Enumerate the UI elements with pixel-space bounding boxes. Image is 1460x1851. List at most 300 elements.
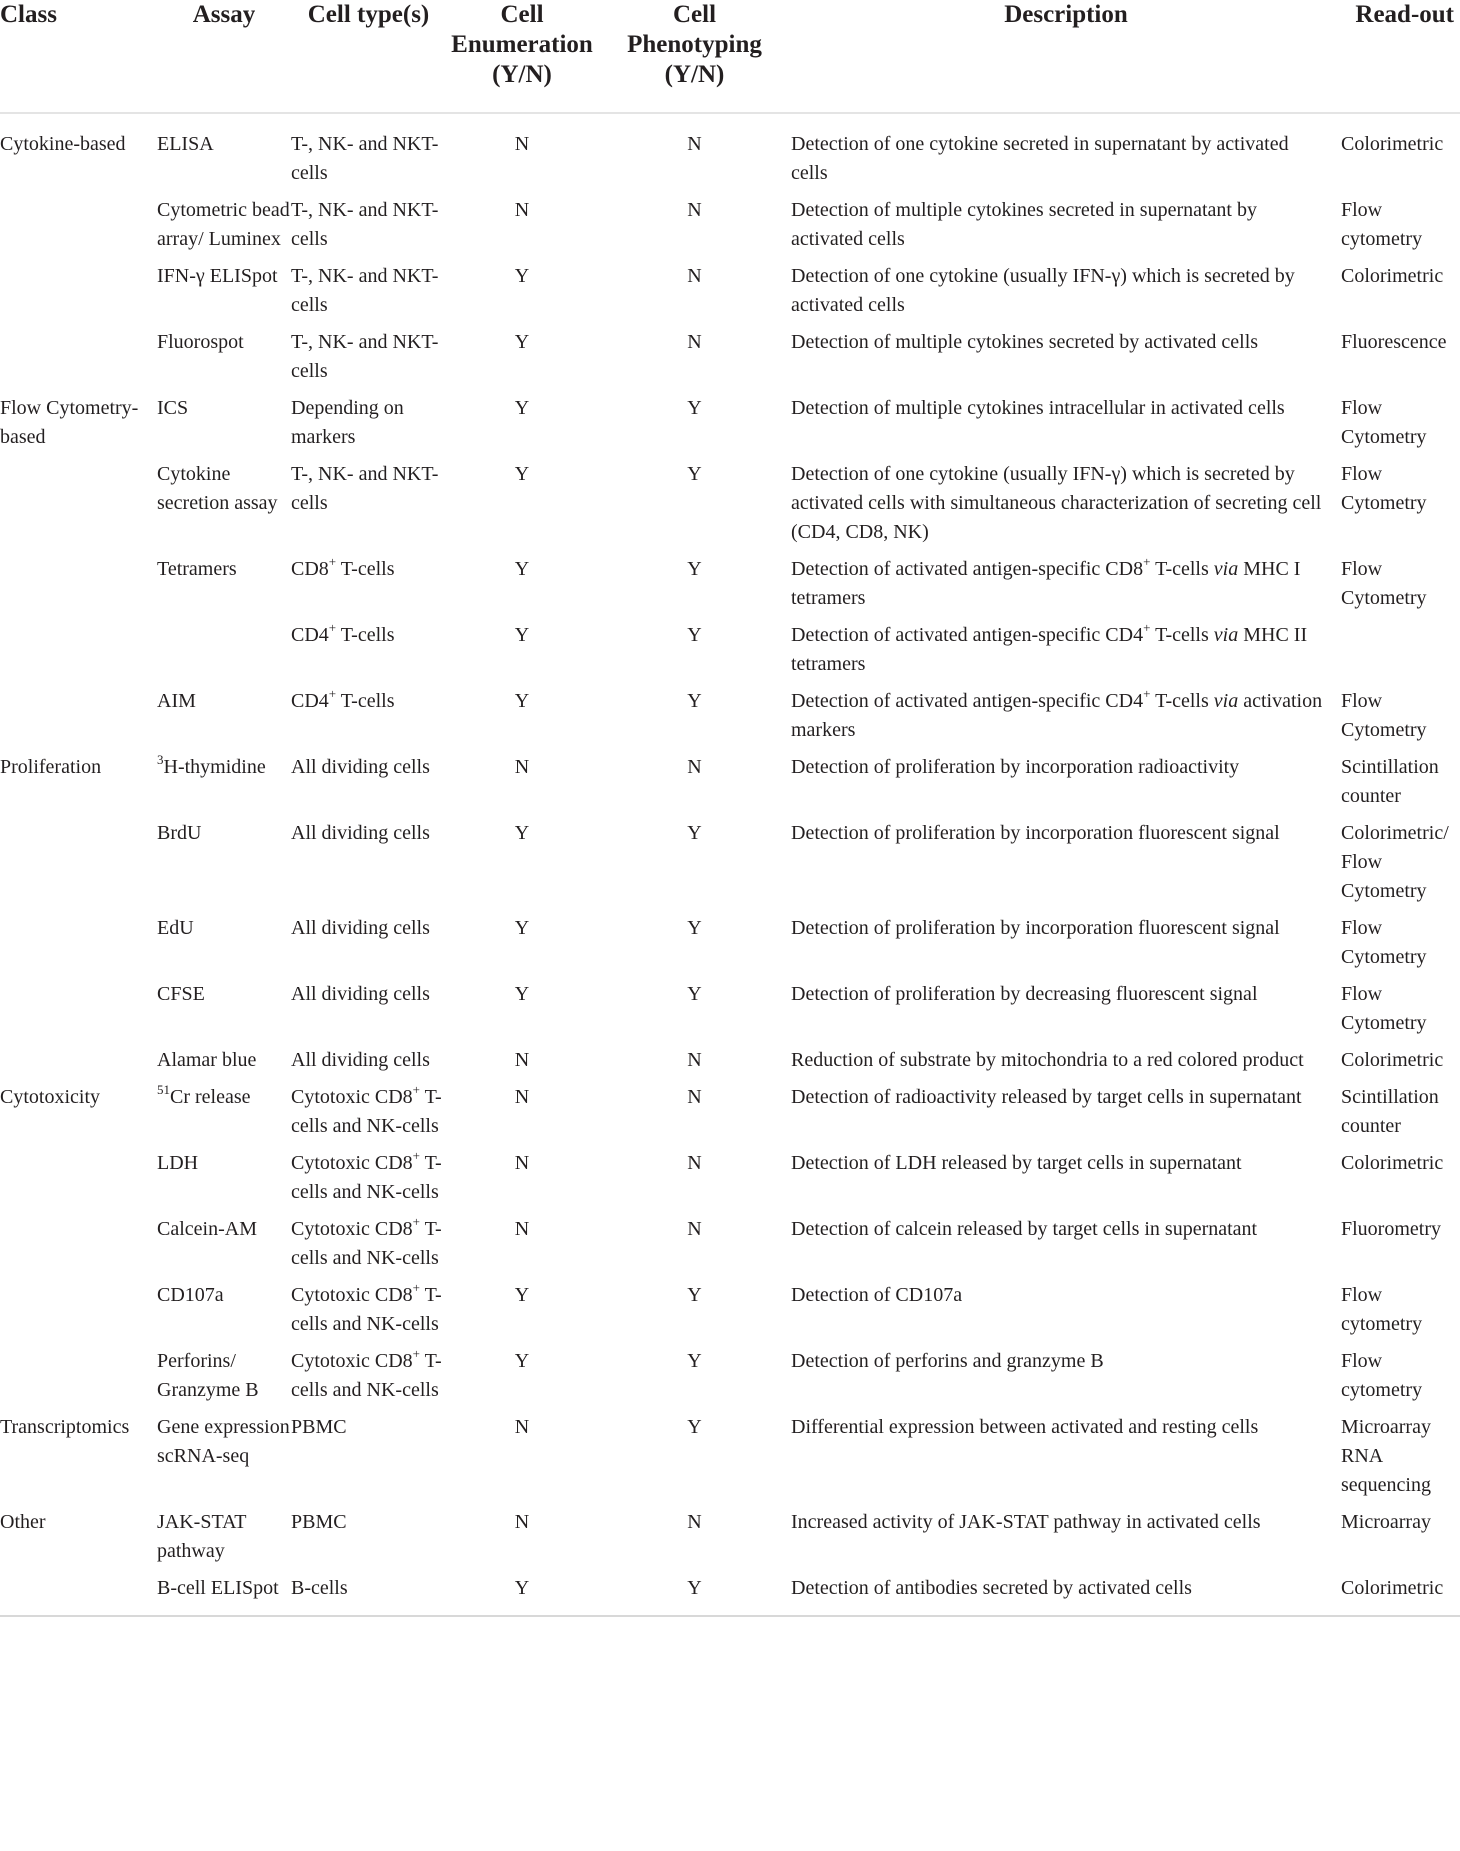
cell-type-text: Cytotoxic CD8 xyxy=(291,1218,413,1240)
phenotyping-value: N xyxy=(687,1218,702,1240)
description-text: Detection of one cytokine (usually IFN-γ) which is secreted by activated cells xyxy=(791,265,1295,316)
assay-cell xyxy=(157,555,291,621)
cell-type-text: All dividing cells xyxy=(291,756,430,778)
class-cell xyxy=(0,819,157,914)
table-row xyxy=(0,394,1460,460)
cell-type-cell xyxy=(291,460,446,555)
read-out-cell xyxy=(1341,1574,1460,1616)
description-text: Detection of CD107a xyxy=(791,1284,963,1306)
read-out-text: Flow Cytometry xyxy=(1341,558,1427,609)
enumeration-value: Y xyxy=(514,265,530,287)
description-text: Detection of radioactivity released by target cells in supernatant xyxy=(791,1086,1302,1108)
cell-type-text: Cytotoxic CD8 xyxy=(291,1152,413,1174)
assay-cell xyxy=(157,1149,291,1215)
phenotyping-cell xyxy=(598,1149,791,1215)
header-description: Description xyxy=(791,0,1341,113)
enumeration-value: N xyxy=(514,1086,530,1108)
class-cell xyxy=(0,980,157,1046)
cell-type-cell xyxy=(291,1046,446,1083)
enumeration-cell xyxy=(446,113,598,196)
phenotyping-cell xyxy=(598,687,791,753)
read-out-cell xyxy=(1341,113,1460,196)
enumeration-cell xyxy=(446,914,598,980)
phenotyping-cell xyxy=(598,1215,791,1281)
description-text: Detection of activated antigen-specific CD4 xyxy=(791,624,1144,646)
phenotyping-value: Y xyxy=(687,558,702,580)
cell-type-text: CD4 xyxy=(291,624,329,646)
read-out-text: Colorimetric xyxy=(1341,1152,1444,1174)
description-italic: via xyxy=(1213,690,1239,712)
assay-cell xyxy=(157,1347,291,1413)
read-out-text: Flow Cytometry xyxy=(1341,397,1427,448)
assay-text: B-cell ELISpot xyxy=(157,1577,279,1599)
cell-type-cell xyxy=(291,328,446,394)
cell-type-cell xyxy=(291,621,446,687)
cell-type-cell xyxy=(291,1149,446,1215)
description-text: Detection of proliferation by decreasing fluorescent signal xyxy=(791,983,1258,1005)
class-cell xyxy=(0,1046,157,1083)
table-row xyxy=(0,819,1460,914)
description-text: MHC II tetramers xyxy=(791,624,1308,675)
class-cell xyxy=(0,621,157,687)
class-text: Proliferation xyxy=(0,756,102,778)
read-out-text: Flow Cytometry xyxy=(1341,917,1427,968)
description-text: Detection of multiple cytokines intracellular in activated cells xyxy=(791,397,1285,419)
description-text: Detection of activated antigen-specific CD4 xyxy=(791,690,1144,712)
assay-text: CFSE xyxy=(157,983,205,1005)
phenotyping-cell xyxy=(598,394,791,460)
description-text: T-cells xyxy=(1150,624,1214,646)
table-row xyxy=(0,621,1460,687)
read-out-cell xyxy=(1341,262,1460,328)
header-cell-types: Cell type(s) xyxy=(291,0,446,113)
assay-cell xyxy=(157,1281,291,1347)
description-cell xyxy=(791,1083,1341,1149)
enumeration-cell xyxy=(446,1046,598,1083)
read-out-cell xyxy=(1341,753,1460,819)
assay-cell xyxy=(157,1046,291,1083)
read-out-cell xyxy=(1341,1149,1460,1215)
class-cell xyxy=(0,1215,157,1281)
phenotyping-cell xyxy=(598,753,791,819)
assay-text: LDH xyxy=(157,1152,199,1174)
description-text: MHC I tetramers xyxy=(791,558,1301,609)
assay-cell xyxy=(157,328,291,394)
phenotyping-value: Y xyxy=(687,1350,702,1372)
description-text: Detection of proliferation by incorporation fluorescent signal xyxy=(791,822,1280,844)
read-out-cell xyxy=(1341,687,1460,753)
phenotyping-value: Y xyxy=(687,624,702,646)
description-cell xyxy=(791,394,1341,460)
cell-type-cell xyxy=(291,1413,446,1508)
phenotyping-value: N xyxy=(687,756,702,778)
description-text: Detection of calcein released by target cells in supernatant xyxy=(791,1218,1258,1240)
cell-type-text: T-cells and NK-cells xyxy=(291,1086,442,1137)
assay-cell xyxy=(157,113,291,196)
phenotyping-value: N xyxy=(687,331,702,353)
class-cell xyxy=(0,1574,157,1616)
cell-type-text: T-, NK- and NKT-cells xyxy=(291,199,439,250)
class-cell xyxy=(0,328,157,394)
read-out-cell xyxy=(1341,980,1460,1046)
assay-cell xyxy=(157,1083,291,1149)
description-cell xyxy=(791,262,1341,328)
enumeration-cell xyxy=(446,394,598,460)
assay-text: JAK-STAT pathway xyxy=(157,1511,247,1562)
enumeration-value: N xyxy=(514,1416,530,1438)
cell-type-text: CD8 xyxy=(291,558,329,580)
cell-type-cell xyxy=(291,1215,446,1281)
isotope-superscript: 51 xyxy=(157,1082,170,1098)
description-cell xyxy=(791,621,1341,687)
phenotyping-cell xyxy=(598,196,791,262)
assay-cell xyxy=(157,753,291,819)
description-text: Detection of LDH released by target cells in supernatant xyxy=(791,1152,1242,1174)
description-text: Detection of proliferation by incorporation radioactivity xyxy=(791,756,1240,778)
read-out-text: Scintillation counter xyxy=(1341,756,1439,807)
description-cell xyxy=(791,555,1341,621)
superscript-plus: + xyxy=(1143,620,1151,636)
description-italic: via xyxy=(1213,624,1239,646)
description-text: Increased activity of JAK-STAT pathway in activated cells xyxy=(791,1511,1261,1533)
read-out-text: Colorimetric xyxy=(1341,1049,1444,1071)
description-text: T-cells xyxy=(1150,558,1214,580)
cell-type-text: T-cells xyxy=(336,624,395,646)
description-text: Detection of proliferation by incorporation fluorescent signal xyxy=(791,917,1280,939)
class-text: Transcriptomics xyxy=(0,1416,130,1438)
read-out-cell xyxy=(1341,1347,1460,1413)
assay-cell xyxy=(157,1413,291,1508)
cell-type-text: All dividing cells xyxy=(291,983,430,1005)
read-out-cell xyxy=(1341,555,1460,621)
read-out-cell xyxy=(1341,460,1460,555)
enumeration-value: Y xyxy=(514,1284,530,1306)
enumeration-value: Y xyxy=(514,463,530,485)
cell-type-text: T-, NK- and NKT-cells xyxy=(291,463,439,514)
read-out-cell xyxy=(1341,914,1460,980)
header-read-out: Read-out xyxy=(1341,0,1460,113)
description-text: Detection of activated antigen-specific CD8 xyxy=(791,558,1144,580)
superscript-plus: + xyxy=(328,686,337,702)
class-cell xyxy=(0,753,157,819)
description-text: T-cells xyxy=(1150,690,1214,712)
description-cell xyxy=(791,113,1341,196)
description-cell xyxy=(791,753,1341,819)
read-out-cell xyxy=(1341,1281,1460,1347)
phenotyping-cell xyxy=(598,262,791,328)
class-cell xyxy=(0,555,157,621)
class-cell xyxy=(0,1281,157,1347)
read-out-cell xyxy=(1341,1508,1460,1574)
table-row xyxy=(0,687,1460,753)
assay-text: Alamar blue xyxy=(157,1049,257,1071)
read-out-cell xyxy=(1341,1215,1460,1281)
phenotyping-cell xyxy=(598,914,791,980)
superscript-plus: + xyxy=(412,1214,421,1230)
read-out-text: Flow Cytometry xyxy=(1341,463,1427,514)
cell-type-cell xyxy=(291,980,446,1046)
table-row xyxy=(0,113,1460,196)
phenotyping-value: N xyxy=(687,1152,702,1174)
phenotyping-cell xyxy=(598,1046,791,1083)
assay-cell xyxy=(157,1574,291,1616)
table-row xyxy=(0,1413,1460,1508)
description-cell xyxy=(791,1413,1341,1508)
phenotyping-cell xyxy=(598,980,791,1046)
description-cell xyxy=(791,1149,1341,1215)
cell-type-cell xyxy=(291,1347,446,1413)
cell-type-text: CD4 xyxy=(291,690,329,712)
assay-text: ICS xyxy=(157,397,189,419)
class-text: Other xyxy=(0,1511,46,1533)
read-out-text: Microarray xyxy=(1341,1511,1431,1533)
phenotyping-value: N xyxy=(687,133,702,155)
read-out-text: Flow cytometry xyxy=(1341,1350,1423,1401)
phenotyping-cell xyxy=(598,113,791,196)
enumeration-value: Y xyxy=(514,397,530,419)
assay-cell xyxy=(157,262,291,328)
description-text: Detection of multiple cytokines secreted by activated cells xyxy=(791,331,1259,353)
read-out-cell xyxy=(1341,394,1460,460)
assay-cell xyxy=(157,621,291,687)
cell-type-text: T-cells xyxy=(336,558,395,580)
description-cell xyxy=(791,196,1341,262)
class-text: Cytokine-based xyxy=(0,133,126,155)
table-row xyxy=(0,980,1460,1046)
enumeration-cell xyxy=(446,328,598,394)
cell-type-text: B-cells xyxy=(291,1577,348,1599)
description-text: Reduction of substrate by mitochondria to a red colored product xyxy=(791,1049,1304,1071)
read-out-text: Flow Cytometry xyxy=(1341,983,1427,1034)
cell-type-text: All dividing cells xyxy=(291,822,430,844)
read-out-cell xyxy=(1341,819,1460,914)
enumeration-value: Y xyxy=(514,917,530,939)
class-text: Flow Cytometry-based xyxy=(0,397,139,448)
enumeration-value: Y xyxy=(514,822,530,844)
phenotyping-cell xyxy=(598,1574,791,1616)
enumeration-cell xyxy=(446,1413,598,1508)
phenotyping-cell xyxy=(598,1347,791,1413)
read-out-cell xyxy=(1341,196,1460,262)
enumeration-value: N xyxy=(514,1218,530,1240)
cell-type-text: All dividing cells xyxy=(291,917,430,939)
enumeration-cell xyxy=(446,980,598,1046)
class-cell xyxy=(0,196,157,262)
assay-text: Perforins/ Granzyme B xyxy=(157,1350,259,1401)
phenotyping-value: Y xyxy=(687,1577,702,1599)
cell-type-cell xyxy=(291,914,446,980)
superscript-plus: + xyxy=(1143,686,1151,702)
table-row xyxy=(0,1508,1460,1574)
cell-type-cell xyxy=(291,555,446,621)
enumeration-value: N xyxy=(514,756,530,778)
cell-type-text: T-cells and NK-cells xyxy=(291,1284,442,1335)
enumeration-cell xyxy=(446,1083,598,1149)
read-out-text: Colorimetric/ Flow Cytometry xyxy=(1341,822,1449,902)
read-out-text: Fluorometry xyxy=(1341,1218,1441,1240)
description-cell xyxy=(791,328,1341,394)
enumeration-cell xyxy=(446,1149,598,1215)
cell-type-text: Cytotoxic CD8 xyxy=(291,1086,413,1108)
class-cell xyxy=(0,1149,157,1215)
class-cell xyxy=(0,914,157,980)
table-row xyxy=(0,1574,1460,1616)
description-cell xyxy=(791,914,1341,980)
assay-text: Tetramers xyxy=(157,558,237,580)
read-out-cell xyxy=(1341,1083,1460,1149)
cell-type-cell xyxy=(291,1083,446,1149)
cell-type-text: All dividing cells xyxy=(291,1049,430,1071)
phenotyping-value: Y xyxy=(687,397,702,419)
assay-cell xyxy=(157,1508,291,1574)
assay-text: H-thymidine xyxy=(163,756,266,778)
enumeration-cell xyxy=(446,262,598,328)
cell-type-text: T-cells and NK-cells xyxy=(291,1152,442,1203)
read-out-text: Flow Cytometry xyxy=(1341,690,1427,741)
superscript-plus: + xyxy=(412,1280,421,1296)
enumeration-value: N xyxy=(514,1511,530,1533)
description-text: Differential expression between activated and resting cells xyxy=(791,1416,1259,1438)
enumeration-cell xyxy=(446,687,598,753)
table-row xyxy=(0,460,1460,555)
cell-type-text: PBMC xyxy=(291,1416,347,1438)
assay-text: Cytometric bead array/ Luminex xyxy=(157,199,290,250)
description-text: activation markers xyxy=(791,690,1323,741)
enumeration-cell xyxy=(446,196,598,262)
cell-type-cell xyxy=(291,1281,446,1347)
enumeration-value: Y xyxy=(514,558,530,580)
superscript-plus: + xyxy=(328,554,337,570)
class-text: Cytotoxicity xyxy=(0,1086,100,1108)
enumeration-value: N xyxy=(514,199,530,221)
table-row xyxy=(0,1281,1460,1347)
cell-type-text: PBMC xyxy=(291,1511,347,1533)
enumeration-value: Y xyxy=(514,690,530,712)
assay-cell xyxy=(157,819,291,914)
table-row xyxy=(0,328,1460,394)
cell-type-cell xyxy=(291,113,446,196)
phenotyping-value: N xyxy=(687,1086,702,1108)
description-cell xyxy=(791,1574,1341,1616)
description-text: Detection of one cytokine secreted in supernatant by activated cells xyxy=(791,133,1289,184)
description-text: Detection of perforins and granzyme B xyxy=(791,1350,1104,1372)
class-cell xyxy=(0,1413,157,1508)
enumeration-value: N xyxy=(514,1152,530,1174)
assay-cell xyxy=(157,1215,291,1281)
cell-type-text: T-cells and NK-cells xyxy=(291,1218,442,1269)
superscript-plus: + xyxy=(412,1148,421,1164)
description-cell xyxy=(791,1347,1341,1413)
assay-text: CD107a xyxy=(157,1284,224,1306)
phenotyping-cell xyxy=(598,1083,791,1149)
phenotyping-value: Y xyxy=(687,1416,702,1438)
enumeration-cell xyxy=(446,460,598,555)
phenotyping-cell xyxy=(598,555,791,621)
enumeration-cell xyxy=(446,753,598,819)
enumeration-cell xyxy=(446,1215,598,1281)
assay-text: Calcein-AM xyxy=(157,1218,257,1240)
phenotyping-cell xyxy=(598,460,791,555)
enumeration-value: N xyxy=(514,1049,530,1071)
assay-text: Cytokine secretion assay xyxy=(157,463,278,514)
cell-type-text: Cytotoxic CD8 xyxy=(291,1350,413,1372)
header-class: Class xyxy=(0,0,157,113)
enumeration-value: Y xyxy=(514,624,530,646)
class-cell xyxy=(0,262,157,328)
phenotyping-value: Y xyxy=(687,1284,702,1306)
enumeration-cell xyxy=(446,1574,598,1616)
enumeration-cell xyxy=(446,1508,598,1574)
assay-cell xyxy=(157,394,291,460)
class-cell xyxy=(0,113,157,196)
read-out-text: Colorimetric xyxy=(1341,1577,1444,1599)
enumeration-cell xyxy=(446,621,598,687)
phenotyping-value: N xyxy=(687,1049,702,1071)
cell-type-cell xyxy=(291,262,446,328)
header-cell-phenotyping: Cell Phenotyping (Y/N) xyxy=(598,0,791,113)
class-cell xyxy=(0,1347,157,1413)
description-italic: via xyxy=(1213,558,1239,580)
read-out-text: Colorimetric xyxy=(1341,133,1444,155)
phenotyping-cell xyxy=(598,819,791,914)
description-text: Detection of multiple cytokines secreted in supernatant by activated cells xyxy=(791,199,1257,250)
assay-text: Gene expression scRNA-seq xyxy=(157,1416,290,1467)
phenotyping-value: Y xyxy=(687,983,702,1005)
phenotyping-cell xyxy=(598,328,791,394)
phenotyping-cell xyxy=(598,1413,791,1508)
enumeration-cell xyxy=(446,1347,598,1413)
description-text: Detection of one cytokine (usually IFN-γ) which is secreted by activated cells with simultaneous characterization of secreting cell (CD4, CD8, NK) xyxy=(791,463,1322,543)
assay-text: Fluorospot xyxy=(157,331,244,353)
description-cell xyxy=(791,1281,1341,1347)
assay-text: ELISA xyxy=(157,133,214,155)
read-out-cell xyxy=(1341,1046,1460,1083)
assay-text: EdU xyxy=(157,917,194,939)
phenotyping-value: N xyxy=(687,265,702,287)
superscript-plus: + xyxy=(412,1082,421,1098)
read-out-cell xyxy=(1341,1413,1460,1508)
header-assay: Assay xyxy=(157,0,291,113)
assay-text: Cr release xyxy=(170,1086,251,1108)
phenotyping-value: Y xyxy=(687,917,702,939)
enumeration-value: N xyxy=(514,133,530,155)
cell-type-cell xyxy=(291,687,446,753)
table-row xyxy=(0,1083,1460,1149)
cell-type-text: Cytotoxic CD8 xyxy=(291,1284,413,1306)
table-row xyxy=(0,914,1460,980)
assay-text: IFN-γ ELISpot xyxy=(157,265,278,287)
class-cell xyxy=(0,460,157,555)
class-cell xyxy=(0,1508,157,1574)
assay-text: AIM xyxy=(157,690,196,712)
superscript-plus: + xyxy=(328,620,337,636)
superscript-plus: + xyxy=(412,1346,421,1362)
table-row xyxy=(0,1046,1460,1083)
description-cell xyxy=(791,1046,1341,1083)
table-row xyxy=(0,1347,1460,1413)
phenotyping-value: Y xyxy=(687,463,702,485)
read-out-text: Flow cytometry xyxy=(1341,1284,1423,1335)
enumeration-cell xyxy=(446,555,598,621)
cell-type-text: T-, NK- and NKT-cells xyxy=(291,331,439,382)
read-out-text: Scintillation counter xyxy=(1341,1086,1439,1137)
assay-cell xyxy=(157,196,291,262)
description-text: Detection of antibodies secreted by activated cells xyxy=(791,1577,1192,1599)
read-out-cell xyxy=(1341,621,1460,687)
cell-type-cell xyxy=(291,394,446,460)
description-cell xyxy=(791,687,1341,753)
phenotyping-value: Y xyxy=(687,690,702,712)
